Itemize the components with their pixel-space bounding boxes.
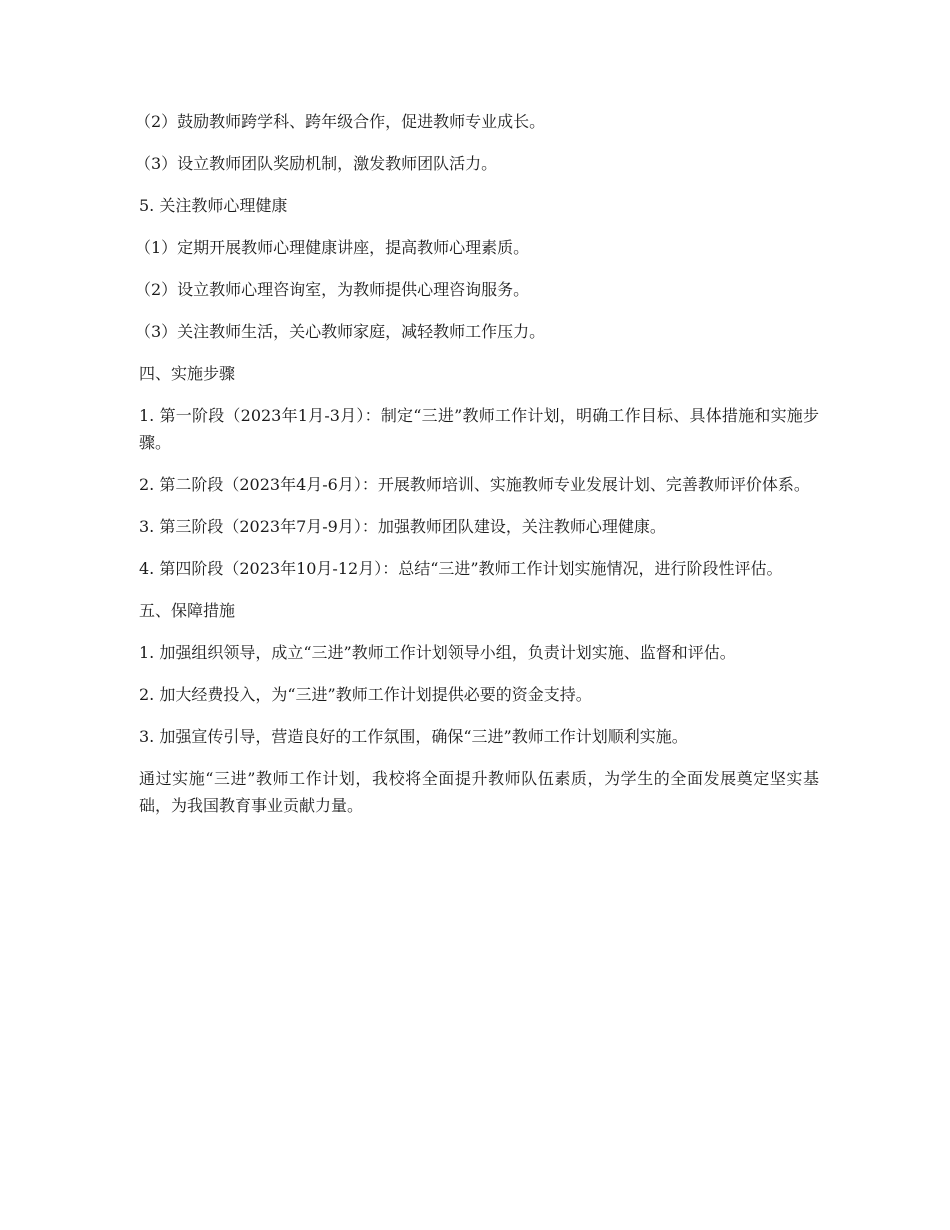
document-body (135, 108, 819, 834)
conclusion-paragraph: 通过实施“三进”教师工作计划，我校将全面提升教师队伍素质，为学生的全面发展奠定坚实基础，为我国教育事业贡献力量。 (139, 769, 819, 815)
list-item-counseling-room: （2）设立教师心理咨询室，为教师提供心理咨询服务。 (135, 280, 530, 299)
list-item-health-lectures: （1）定期开展教师心理健康讲座，提高教师心理素质。 (135, 238, 530, 257)
list-item-team-reward: （3）设立教师团队奖励机制，激发教师团队活力。 (135, 154, 498, 173)
safeguard-item-leadership: 1. 加强组织领导，成立“三进”教师工作计划领导小组，负责计划实施、监督和评估。 (139, 643, 736, 662)
step-item-phase-1: 1. 第一阶段（2023年1月-3月）：制定“三进”教师工作计划，明确工作目标、具体措施和实施步骤。 (139, 406, 819, 452)
step-item-phase-2: 2. 第二阶段（2023年4月-6月）：开展教师培训、实施教师专业发展计划、完善教师评价体系。 (139, 475, 810, 494)
safeguard-item-funding: 2. 加大经费投入，为“三进”教师工作计划提供必要的资金支持。 (139, 685, 592, 704)
section-heading-safeguards: 五、保障措施 (139, 601, 236, 620)
step-item-phase-3: 3. 第三阶段（2023年7月-9月）：加强教师团队建设，关注教师心理健康。 (139, 517, 666, 536)
list-item-encourage-collaboration: （2）鼓励教师跨学科、跨年级合作，促进教师专业成长。 (135, 112, 546, 131)
list-item-care-life: （3）关注教师生活，关心教师家庭，减轻教师工作压力。 (135, 322, 546, 341)
step-item-phase-4: 4. 第四阶段（2023年10月-12月）：总结“三进”教师工作计划实施情况，进行阶段性评估。 (139, 559, 783, 578)
safeguard-item-publicity: 3. 加强宣传引导，营造良好的工作氛围，确保“三进”教师工作计划顺利实施。 (139, 727, 688, 746)
section-heading-steps: 四、实施步骤 (139, 364, 236, 383)
subheading-mental-health: 5. 关注教师心理健康 (139, 196, 288, 215)
